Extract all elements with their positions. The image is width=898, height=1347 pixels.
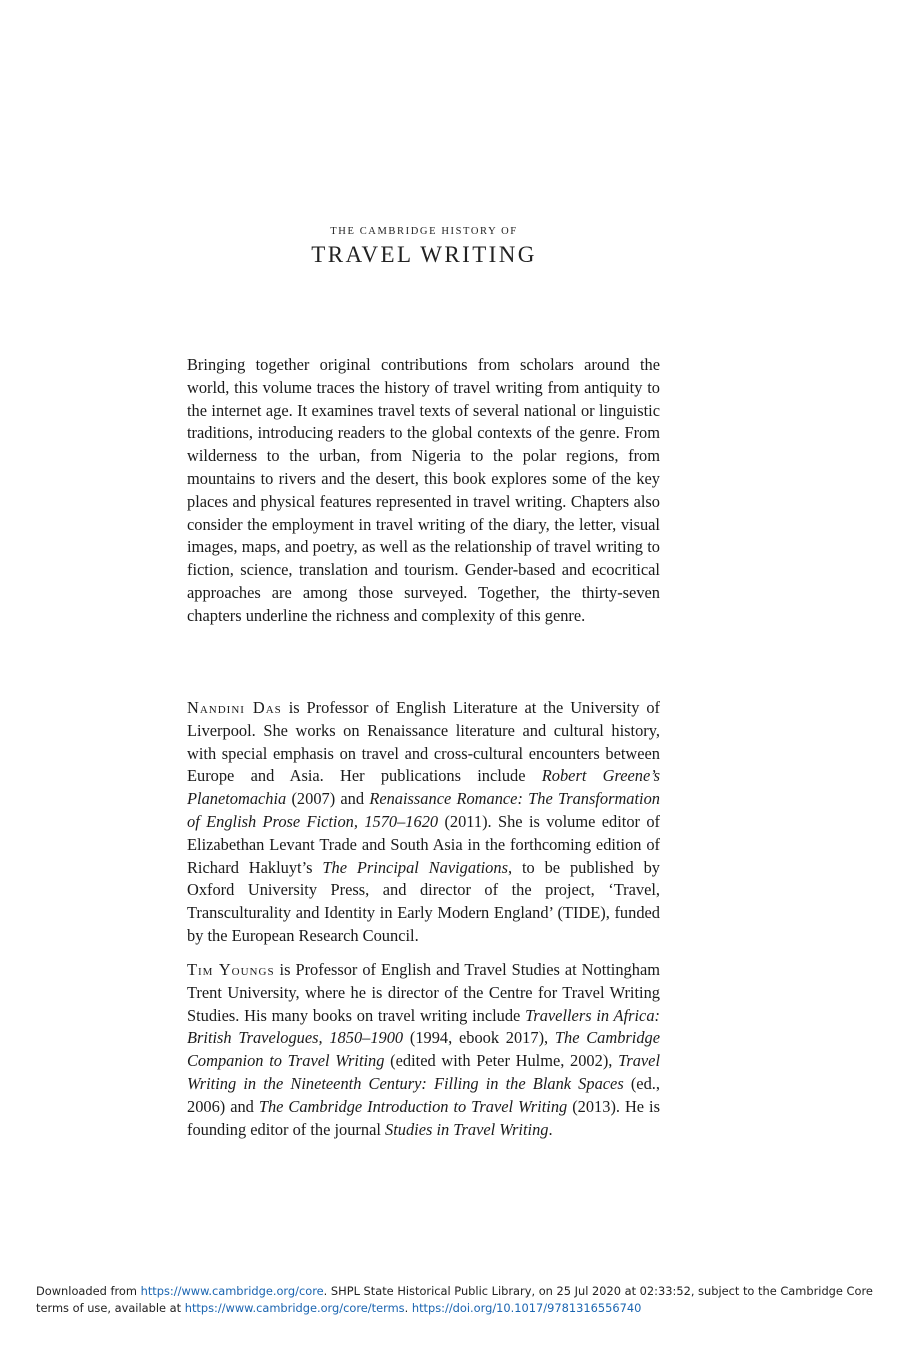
book-title: TRAVEL WRITING [311,242,537,267]
book-title-italic: Robert Greene’s Planetomachia [187,766,660,809]
footer-text: Downloaded from [36,1284,141,1298]
cambridge-core-link[interactable]: https://www.cambridge.org/core [140,1284,324,1298]
bio-text: (2013). He is founding editor of the journal [187,1096,660,1139]
bio-text: (2011). She is volume editor of Elizabethan Levant Trade and South Asia in the forthcoming edition of Richard Hakluyt’s [187,811,660,877]
book-title-italic: Renaissance Romance: The Transformation of English Prose Fiction, 1570–1620 [187,789,660,831]
bio-text: , to be published by Oxford University Press, and director of the project, ‘Travel, Transculturality and Identity in Early Modern England’ (TIDE), funded by the European Research Council. [187,857,660,945]
bio-text: . [548,1119,553,1139]
bio-text: is Professor of English Literature at the University of Liverpool. She works on Renaissance literature and cultural history, with special emphasis on travel and cross-cultural encounters between Europe and Asia. Her publications include [187,698,660,786]
editor-bio-das [187,697,660,948]
book-blurb [187,354,660,628]
bio-text: (edited with Peter Hulme, 2002), [384,1051,619,1071]
bio-text: (2007) and [286,789,370,809]
bio-text: (ed., 2006) and [187,1073,660,1116]
doi-link[interactable]: https://doi.org/10.1017/9781316556740 [411,1301,642,1315]
book-title-italic: The Cambridge Companion to Travel Writing [187,1028,660,1071]
editor-name-das: Nandini Das [187,698,282,717]
book-title-italic: Travellers in Africa: British Travelogues, 1850–1900 [187,1005,660,1048]
book-title-italic: Travel Writing in the Nineteenth Century: Filling in the Blank Spaces [187,1051,660,1093]
download-notice [36,1283,876,1317]
book-title-italic: The Cambridge Introduction to Travel Writing [258,1096,568,1116]
journal-title-italic: Studies in Travel Writing [385,1119,549,1139]
series-title: THE CAMBRIDGE HISTORY OF [330,226,518,237]
bio-text: (1994, ebook 2017), [403,1028,555,1048]
editor-name-youngs: Tim Youngs [187,960,275,979]
bio-text: is Professor of English and Travel Studies at Nottingham Trent University, where he is director of the Centre for Travel Writing Studies. His many books on travel writing include [187,960,660,1025]
editor-bio-youngs [187,959,660,1141]
footer-text: . SHPL State Historical Public Library, on 25 Jul 2020 at 02:33:52, subject to the Cambridge Core terms of use, available at [36,1284,873,1315]
footer-text: . [404,1301,412,1315]
terms-link[interactable]: https://www.cambridge.org/core/terms [184,1301,405,1315]
blurb-text: Bringing together original contributions from scholars around the world, this volume traces the history of travel writing from antiquity to the internet age. It examines travel texts of several national or linguistic traditions, introducing readers to the global contexts of the genre. From wilderness to the urban, from Nigeria to the polar regions, from mountains to rivers and the desert, this book explores some of the key places and physical features represented in travel writing. Chapters also consider the employment in travel writing of the diary, the letter, visual images, maps, and poetry, as well as the relationship of travel writing to fiction, science, translation and tourism. Gender-based and ecocritical approaches are among those surveyed. Together, the thirty-seven chapters underline the richness and complexity of this genre. [187,355,660,625]
book-title-italic: The Principal Navigations [322,857,508,877]
